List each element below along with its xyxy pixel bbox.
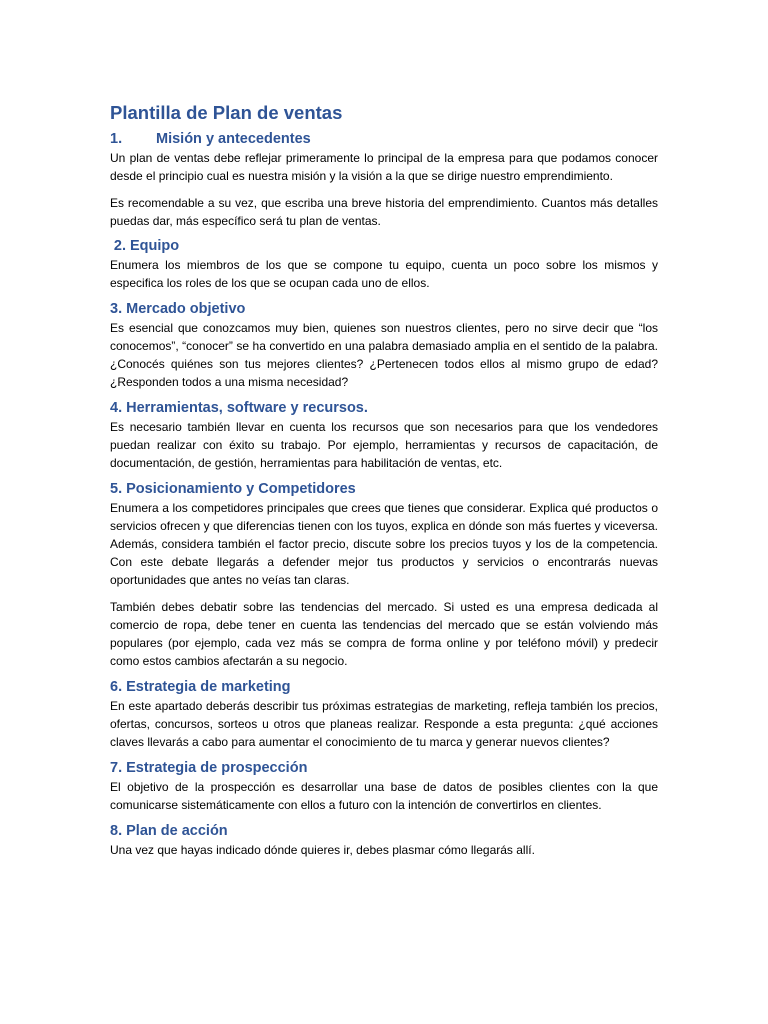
document-page xyxy=(110,100,658,859)
paragraph: Enumera a los competidores principales que crees que tienes que considerar. Explica qué productos o servicios ofrecen y que diferencias tienen con los tuyos, explica en dónde son más fuertes y viceversa. Además, considera también el factor precio, discute sobre los precios tuyos y los de la competencia. Con este debate llegarás a defender mejor tus productos y servicios o encontrarás nuevas oportunidades que antes no veías tan claras. xyxy=(110,501,658,587)
section-plan-accion xyxy=(110,821,658,859)
section-posicionamiento xyxy=(110,479,658,670)
paragraph: Es esencial que conozcamos muy bien, quienes son nuestros clientes, pero no sirve decir que “los conocemos”, “conocer” se ha convertido en una palabra demasiado amplia en el sentido de la palabra. ¿Conocés quiénes son tus mejores clientes? ¿Pertenecen todos ellos al mismo grupo de edad? ¿Responden todos a una misma necesidad? xyxy=(110,321,658,389)
section-herramientas xyxy=(110,398,658,472)
paragraph: Es necesario también llevar en cuenta los recursos que son necesarios para que los vendedores puedan realizar con éxito su trabajo. Por ejemplo, herramientas y recursos de capacitación, de documentación, de gestión, herramientas para habilitación de ventas, etc. xyxy=(110,420,658,470)
section-heading-text: Misión y antecedentes xyxy=(156,131,311,147)
section-number: 2. xyxy=(113,238,126,254)
paragraph: Un plan de ventas debe reflejar primeramente lo principal de la empresa para que podamos conocer desde el principio cual es nuestra misión y la visión a la que se dirige nuestro emprendimiento. xyxy=(110,151,658,183)
paragraph: También debes debatir sobre las tendencias del mercado. Si usted es una empresa dedicada al comercio de ropa, debe tener en cuenta las tendencias del mercado que se están volviendo más populares (por ejemplo, cada vez más se compra de forma online y por teléfono móvil) y predecir como estos cambios afectarán a su negocio. xyxy=(110,600,658,668)
section-heading xyxy=(110,129,658,149)
section-heading: 3. Mercado objetivo xyxy=(110,301,246,317)
paragraph: El objetivo de la prospección es desarrollar una base de datos de posibles clientes con la que comunicarse sistemáticamente con ellos a futuro con la intención de convertirlos en clientes. xyxy=(110,780,658,812)
section-heading-text: Equipo xyxy=(130,238,180,254)
paragraph: Es recomendable a su vez, que escriba una breve historia del emprendimiento. Cuantos más detalles puedas dar, más específico será tu plan de ventas. xyxy=(110,196,658,228)
section-heading: 5. Posicionamiento y Competidores xyxy=(110,481,356,497)
paragraph: Una vez que hayas indicado dónde quieres ir, debes plasmar cómo llegarás allí. xyxy=(110,843,535,857)
paragraph: En este apartado deberás describir tus próximas estrategias de marketing, refleja también los precios, ofertas, concursos, sorteos u otros que planeas realizar. Responde a esta pregunta: ¿qué acciones claves llevarás a cabo para aumentar el conocimiento de tu marca y generar nuevos clientes? xyxy=(110,699,658,749)
section-estrategia-prospeccion xyxy=(110,758,658,814)
section-heading: 6. Estrategia de marketing xyxy=(110,679,291,695)
document-title: Plantilla de Plan de ventas xyxy=(110,102,343,123)
section-heading: 7. Estrategia de prospección xyxy=(110,760,308,776)
section-mercado-objetivo xyxy=(110,299,658,391)
section-mision xyxy=(110,129,658,230)
section-heading xyxy=(104,236,658,256)
section-heading: 4. Herramientas, software y recursos. xyxy=(110,400,368,416)
section-number: 1. xyxy=(110,131,123,147)
paragraph: Enumera los miembros de los que se compone tu equipo, cuenta un poco sobre los mismos y especifica los roles de los que se ocupan cada uno de ellos. xyxy=(110,258,658,290)
section-estrategia-marketing xyxy=(110,677,658,751)
section-equipo xyxy=(110,236,658,292)
section-heading: 8. Plan de acción xyxy=(110,823,228,839)
